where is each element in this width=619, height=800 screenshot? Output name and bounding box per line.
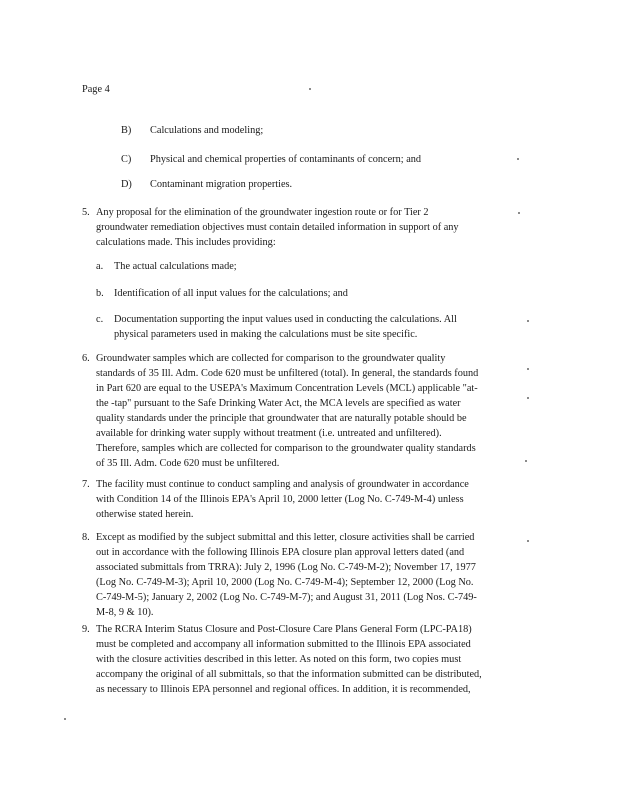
item-5a-text: The actual calculations made; bbox=[114, 261, 237, 272]
item-9-line: as necessary to Illinois EPA personnel and regional offices. In addition, it is recommended, bbox=[96, 684, 471, 695]
item-6-line: standards of 35 Ill. Adm. Code 620 must be unfiltered (total). In general, the standards found bbox=[96, 368, 479, 379]
scan-speck bbox=[309, 88, 311, 90]
item-5b-label: b. bbox=[96, 288, 104, 299]
item-5c-line: Documentation supporting the input values used in conducting the calculations. All bbox=[114, 314, 457, 325]
item-8-line: associated submittals from TRRA): July 2, 1996 (Log No. C-749-M-2); November 17, 1977 bbox=[96, 562, 476, 573]
item-6-line: Therefore, samples which are collected for comparison to the groundwater quality standards bbox=[96, 443, 476, 454]
item-5c-text bbox=[114, 312, 457, 342]
item-6-line: the -tap" pursuant to the Safe Drinking Water Act, the MCA levels are specified as water bbox=[96, 398, 461, 409]
item-7-line: with Condition 14 of the Illinois EPA's April 10, 2000 letter (Log No. C-749-M-4) unless bbox=[96, 494, 464, 505]
item-9-line: The RCRA Interim Status Closure and Post-Closure Care Plans General Form (LPC-PA18) bbox=[96, 624, 472, 635]
item-6-line: in Part 620 are equal to the USEPA's Maximum Concentration Levels (MCL) applicable "at- bbox=[96, 383, 478, 394]
item-6-line: of 35 Ill. Adm. Code 620 must be unfiltered. bbox=[96, 458, 280, 469]
item-5c-label: c. bbox=[96, 314, 104, 325]
item-5b-text: Identification of all input values for the calculations; and bbox=[114, 288, 348, 299]
item-6-line: available for drinking water supply without treatment (i.e. untreated and unfiltered). bbox=[96, 428, 442, 439]
item-5a-label: a. bbox=[96, 261, 104, 272]
item-6-line: Groundwater samples which are collected for comparison to the groundwater quality bbox=[96, 353, 446, 364]
item-5-line: Any proposal for the elimination of the groundwater ingestion route or for Tier 2 bbox=[96, 207, 429, 218]
sub-item-text-d: Contaminant migration properties. bbox=[150, 179, 293, 190]
item-7-line: The facility must continue to conduct sampling and analysis of groundwater in accordance bbox=[96, 479, 469, 490]
item-6-line: quality standards under the principle that groundwater that are naturally potable should be bbox=[96, 413, 467, 424]
item-6-text bbox=[96, 351, 478, 471]
item-5c-line: physical parameters used in making the calculations must be site specific. bbox=[114, 329, 418, 340]
item-9-line: with the closure activities described in this letter. As noted on this form, two copies must bbox=[96, 654, 462, 665]
item-8-line: M-8, 9 & 10). bbox=[96, 607, 154, 618]
sub-item-text-b: Calculations and modeling; bbox=[150, 125, 264, 136]
page-number: Page 4 bbox=[82, 84, 110, 95]
item-8-number: 8. bbox=[82, 532, 90, 543]
item-5-line: groundwater remediation objectives must contain detailed information in support of any bbox=[96, 222, 459, 233]
scan-speck bbox=[518, 212, 520, 214]
sub-item-label-b: B) bbox=[121, 125, 132, 136]
item-8-text bbox=[96, 530, 477, 620]
item-5-line: calculations made. This includes providing: bbox=[96, 237, 276, 248]
item-9-line: must be completed and accompany all information submitted to the Illinois EPA associated bbox=[96, 639, 471, 650]
item-8-line: out in accordance with the following Illinois EPA closure plan approval letters dated (and bbox=[96, 547, 465, 558]
scan-speck bbox=[64, 718, 66, 720]
scan-speck bbox=[525, 460, 527, 462]
scan-speck bbox=[527, 320, 529, 322]
scan-speck bbox=[517, 158, 519, 160]
item-9-line: accompany the original of all submittals, so that the information submitted can be distributed, bbox=[96, 669, 482, 680]
item-8-line: Except as modified by the subject submittal and this letter, closure activities shall be carried bbox=[96, 532, 475, 543]
scan-speck bbox=[527, 397, 529, 399]
sub-item-label-c: C) bbox=[121, 154, 132, 165]
scan-speck bbox=[527, 540, 529, 542]
item-7-number: 7. bbox=[82, 479, 90, 490]
item-9-text bbox=[96, 622, 482, 697]
item-5-number: 5. bbox=[82, 207, 90, 218]
item-6-number: 6. bbox=[82, 353, 90, 364]
item-8-line: (Log No. C-749-M-3); April 10, 2000 (Log No. C-749-M-4); September 12, 2000 (Log No. bbox=[96, 577, 474, 588]
sub-item-label-d: D) bbox=[121, 179, 132, 190]
scan-speck bbox=[527, 368, 529, 370]
item-9-number: 9. bbox=[82, 624, 90, 635]
item-8-line: C-749-M-5); January 2, 2002 (Log No. C-749-M-7); and August 31, 2011 (Log Nos. C-749- bbox=[96, 592, 477, 603]
item-7-text bbox=[96, 477, 469, 522]
item-5-text bbox=[96, 205, 459, 250]
item-7-line: otherwise stated herein. bbox=[96, 509, 194, 520]
sub-item-text-c: Physical and chemical properties of contaminants of concern; and bbox=[150, 154, 422, 165]
